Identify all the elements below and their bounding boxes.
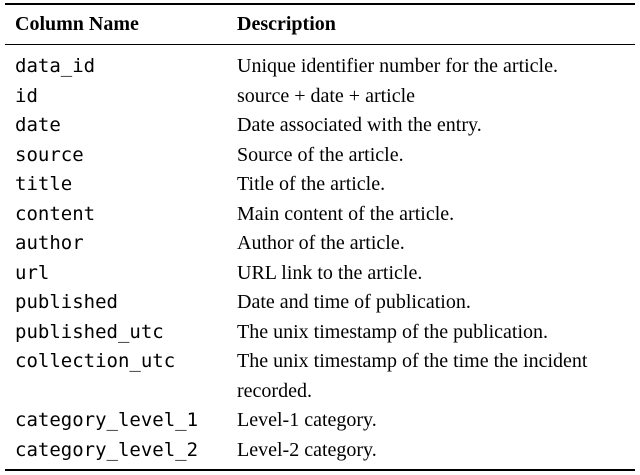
cell-column-name: data_id bbox=[15, 55, 96, 77]
header-description: Description bbox=[237, 13, 336, 35]
cell-column-name: id bbox=[15, 84, 38, 107]
cell-description: Title of the article. bbox=[237, 173, 386, 195]
cell-column-name: published bbox=[15, 291, 118, 313]
table-row bbox=[5, 436, 635, 471]
table-row bbox=[5, 259, 635, 289]
cell-column-name: title bbox=[15, 173, 73, 195]
cell-column-name: url bbox=[15, 261, 50, 284]
cell-description: Level-2 category. bbox=[237, 438, 377, 461]
table-body bbox=[5, 45, 635, 471]
table-header bbox=[5, 4, 635, 45]
cell-description: Source of the article. bbox=[237, 143, 404, 166]
cell-description: Level-1 category. bbox=[237, 409, 377, 431]
cell-description: Author of the article. bbox=[237, 232, 405, 254]
column-description-table bbox=[5, 3, 635, 471]
table-row bbox=[5, 318, 635, 348]
cell-description: URL link to the article. bbox=[237, 261, 423, 284]
cell-column-name: published_utc bbox=[15, 320, 164, 343]
cell-description: The unix timestamp of the publication. bbox=[237, 320, 549, 343]
table-row bbox=[5, 141, 635, 171]
header-row bbox=[5, 4, 635, 45]
cell-column-name: content bbox=[15, 202, 96, 225]
cell-description: Date associated with the entry. bbox=[237, 114, 482, 136]
cell-description: Date and time of publication. bbox=[237, 291, 471, 313]
cell-column-name: category_level_2 bbox=[15, 438, 199, 461]
table-row bbox=[5, 288, 635, 318]
table-row bbox=[5, 200, 635, 230]
cell-description: source + date + article bbox=[237, 84, 416, 107]
table-row bbox=[5, 347, 635, 406]
header-column-name: Column Name bbox=[15, 13, 139, 35]
table-row bbox=[5, 406, 635, 436]
cell-description: Unique identifier number for the article. bbox=[237, 55, 558, 77]
table-row bbox=[5, 170, 635, 200]
cell-column-name: source bbox=[15, 143, 84, 166]
cell-column-name: category_level_1 bbox=[15, 409, 199, 431]
cell-description: The unix timestamp of the time the incident recorded. bbox=[237, 350, 588, 402]
table-row bbox=[5, 82, 635, 112]
cell-description: Main content of the article. bbox=[237, 202, 455, 225]
table-row bbox=[5, 45, 635, 82]
cell-column-name: date bbox=[15, 114, 61, 136]
table-row bbox=[5, 111, 635, 141]
cell-column-name: collection_utc bbox=[15, 350, 176, 372]
cell-column-name: author bbox=[15, 232, 84, 254]
table-row bbox=[5, 229, 635, 259]
